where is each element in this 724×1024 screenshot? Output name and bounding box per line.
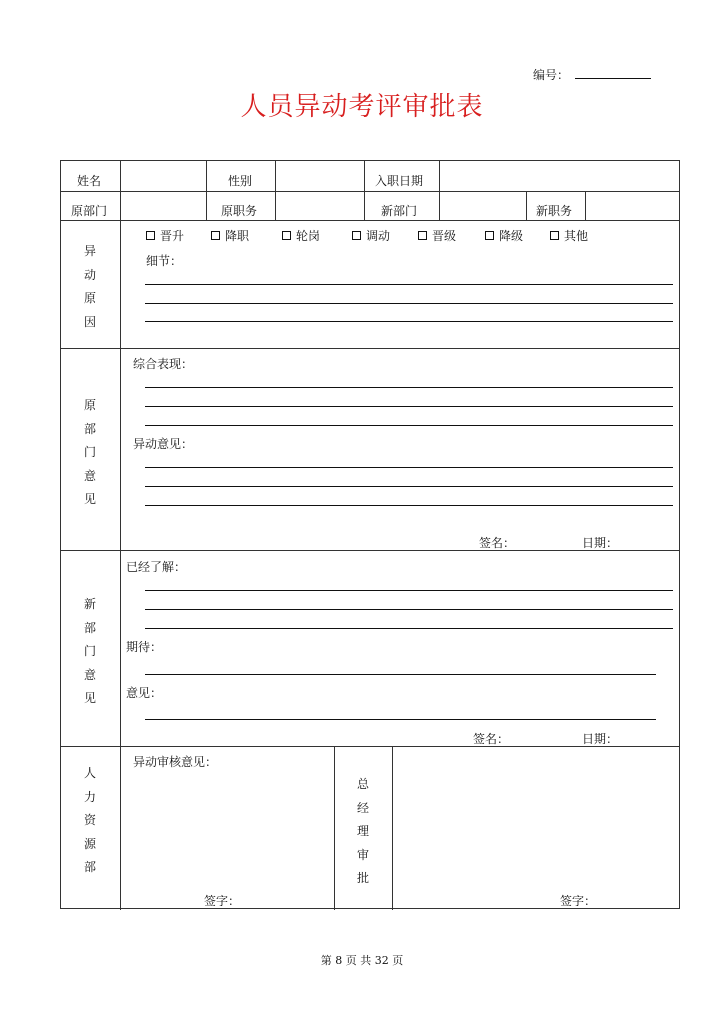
- option-grade-down[interactable]: 降级: [485, 227, 523, 244]
- orig-opinion-heading: 原 部 门 意 见: [83, 398, 96, 506]
- row-divider: [61, 348, 679, 349]
- performance-line[interactable]: [145, 387, 673, 388]
- checkbox-icon[interactable]: [146, 231, 155, 240]
- new-position-label: 新职务: [536, 204, 573, 218]
- transfer-opinion-line[interactable]: [145, 467, 673, 468]
- new-opinion-label: 意见：: [126, 686, 163, 700]
- performance-line[interactable]: [145, 406, 673, 407]
- col-divider: [526, 191, 527, 220]
- col-divider: [206, 161, 207, 220]
- approval-form: [60, 160, 680, 909]
- gm-approval-field[interactable]: [394, 749, 678, 889]
- orig-date-label: 日期：: [582, 536, 619, 550]
- detail-line[interactable]: [145, 303, 673, 304]
- option-rotation[interactable]: 轮岗: [282, 227, 320, 244]
- orig-position-label: 原职务: [221, 204, 258, 218]
- performance-line[interactable]: [145, 425, 673, 426]
- new-opinion-line[interactable]: [145, 719, 656, 720]
- option-demotion[interactable]: 降职: [211, 227, 249, 244]
- reason-heading: 异 动 原 因: [83, 244, 96, 329]
- orig-dept-label: 原部门: [71, 204, 108, 218]
- serial-number-blank[interactable]: [575, 68, 651, 79]
- new-position-field[interactable]: [586, 192, 679, 219]
- new-dept-field[interactable]: [440, 192, 525, 219]
- option-grade-up[interactable]: 晋级: [418, 227, 456, 244]
- checkbox-icon[interactable]: [352, 231, 361, 240]
- understood-label: 已经了解：: [126, 560, 187, 574]
- gender-field[interactable]: [276, 162, 363, 190]
- transfer-opinion-label: 异动意见：: [133, 437, 194, 451]
- detail-line[interactable]: [145, 321, 673, 322]
- hr-signature-label: 签字：: [204, 894, 241, 908]
- understood-line[interactable]: [145, 590, 673, 591]
- checkbox-icon[interactable]: [282, 231, 291, 240]
- serial-number: [533, 66, 651, 83]
- new-opinion-heading: 新 部 门 意 见: [83, 597, 96, 705]
- option-other[interactable]: 其他: [550, 227, 588, 244]
- col-divider: [120, 220, 121, 910]
- hr-heading: 人 力 资 源 部: [83, 766, 96, 874]
- transfer-opinion-line[interactable]: [145, 505, 673, 506]
- orig-position-field[interactable]: [276, 192, 363, 219]
- orig-dept-field[interactable]: [121, 192, 205, 219]
- new-date-label: 日期：: [582, 732, 619, 746]
- gm-signature-label: 签字：: [560, 894, 597, 908]
- serial-label: 编号：: [533, 68, 570, 82]
- new-dept-label: 新部门: [381, 204, 418, 218]
- gender-label: 性别: [228, 174, 253, 188]
- performance-label: 综合表现：: [133, 357, 194, 371]
- name-label: 姓名: [77, 174, 102, 188]
- orig-sign-label: 签名：: [479, 536, 516, 550]
- checkbox-icon[interactable]: [550, 231, 559, 240]
- name-field[interactable]: [121, 162, 205, 190]
- expectation-label: 期待：: [126, 640, 163, 654]
- col-divider: [334, 746, 335, 910]
- checkbox-icon[interactable]: [211, 231, 220, 240]
- transfer-opinion-line[interactable]: [145, 486, 673, 487]
- new-sign-label: 签名：: [473, 732, 510, 746]
- page-footer: 第 8 页 共 32 页: [320, 954, 404, 967]
- expectation-line[interactable]: [145, 674, 656, 675]
- col-divider: [364, 161, 365, 220]
- checkbox-icon[interactable]: [418, 231, 427, 240]
- hire-date-label: 入职日期: [375, 174, 424, 188]
- hire-date-field[interactable]: [440, 162, 679, 190]
- detail-line[interactable]: [145, 284, 673, 285]
- hr-review-field[interactable]: [122, 771, 332, 891]
- row-divider: [61, 220, 679, 221]
- detail-label: 细节：: [146, 254, 183, 268]
- page-title: 人员异动考评审批表: [240, 92, 484, 122]
- option-transfer[interactable]: 调动: [352, 227, 390, 244]
- hr-review-label: 异动审核意见：: [133, 755, 218, 769]
- checkbox-icon[interactable]: [485, 231, 494, 240]
- understood-line[interactable]: [145, 628, 673, 629]
- col-divider: [392, 746, 393, 910]
- gm-heading: 总 经 理 审 批: [356, 777, 369, 885]
- understood-line[interactable]: [145, 609, 673, 610]
- option-promotion[interactable]: 晋升: [146, 227, 184, 244]
